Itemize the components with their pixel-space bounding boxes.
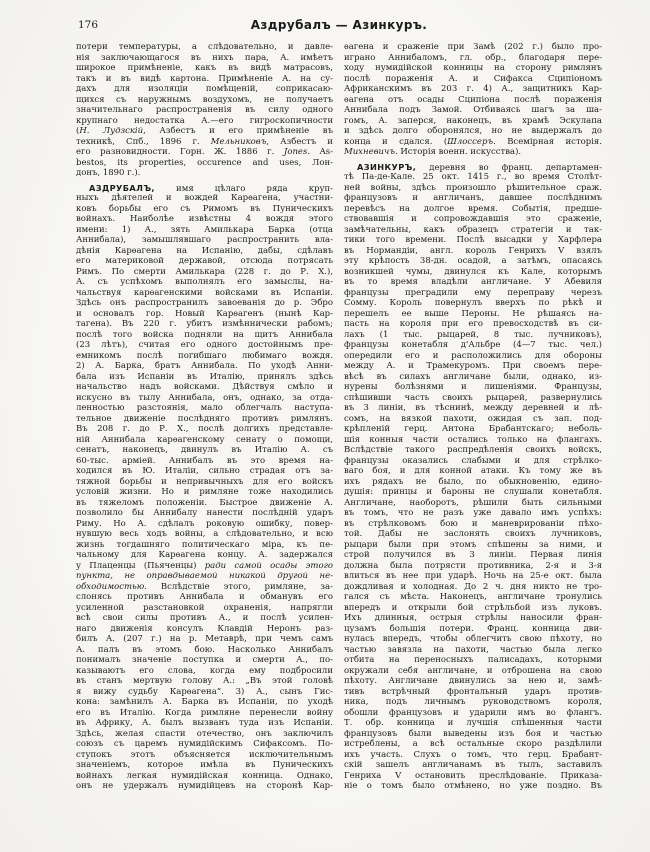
- text-line: Сомму. Король повернулъ вверхъ по рѣкѣ и: [344, 298, 602, 308]
- running-header: Аздрубалъ — Азинкуръ.: [250, 18, 428, 32]
- text-line: нулась впередъ, чтобы облегчить свою пѣхоту, но: [344, 634, 602, 644]
- text-line: тагена). Въ 220 г. убитъ измѣннически рабомъ;: [76, 319, 333, 329]
- text-line: АЗДРУБАЛЪ, имя цѣлаго ряда круп-: [89, 182, 333, 193]
- text-line: ступокъ этотъ объясняется исключительнымъ: [76, 749, 333, 760]
- text-line: тѣ Па-де-Кале. 25 окт. 1415 г., во время Столѣт-: [344, 172, 602, 182]
- article-paragraph: [344, 162, 602, 792]
- text-line: въ станъ мертвую голову А.: „Въ этой головѣ: [76, 676, 333, 686]
- text-line: пѣхоту. Англичане двинулись за нею и, замѣ-: [344, 676, 602, 686]
- text-line: чальствуя карѳагенскими войсками въ Испаніи.: [76, 287, 333, 298]
- text-line: въ стрѣлковомъ бою и маневрированіи пѣхо-: [344, 518, 602, 529]
- text-line: широкое примѣненіе, какъ въ видѣ матрасовъ,: [76, 63, 333, 73]
- text-line: потери температуры, а слѣдовательно, и давле-: [76, 42, 333, 52]
- text-line: ѳагена отъ осады Сципіона послѣ пораженія: [344, 94, 602, 105]
- text-line: рыцари были при этомъ спѣшены за ними, и: [344, 539, 602, 550]
- text-line: истреблены, а всѣ остальные скоро раздѣлили: [344, 739, 602, 749]
- text-line: отбита на переносныхъ палисадахъ, которыми: [344, 655, 602, 665]
- text-line: bestos, its properties, occurence and uses, Лон-: [76, 157, 333, 168]
- text-line: Въ 208 г. до Р. Х., послѣ долгихъ представле-: [76, 424, 333, 434]
- text-line: ніе о томъ было отмѣнено, но уже поздно. Въ: [344, 781, 602, 791]
- text-line: между А. и Трамекуромъ. При своемъ пере-: [344, 361, 602, 371]
- text-line: возникшей чумы, двинулся къ Кале, которымъ: [344, 266, 602, 277]
- text-line: ковъ борьбы его съ Римомъ въ Пуническихъ: [76, 203, 333, 214]
- text-line: Африканскимъ въ 203 г. 4) А., защитникъ Кар-: [344, 84, 602, 94]
- text-line: тики того времени. Послѣ высадки у Харфлера: [344, 235, 602, 245]
- text-line: французы конетабля д'Альбре (4—7 тыс. чел.): [344, 340, 602, 350]
- text-line: французы преградили ему переправу черезъ: [344, 287, 602, 298]
- text-line: послѣ того войска подняли на щитъ Аннибала: [76, 329, 333, 340]
- text-line: строй получился въ 3 линіи. Первая линія: [344, 550, 602, 560]
- text-line: Аннибала подъ Замой. Отбиваясь шагъ за ша-: [344, 105, 602, 115]
- text-line: французы оказались слабыми и для стрѣлко-: [344, 455, 602, 466]
- text-line: всѣ свои силы противъ А., и послѣ усилен-: [76, 613, 333, 623]
- headword: АЗИНКУРЪ,: [357, 161, 417, 172]
- text-line: лахъ (1 тыс. рыцарей, 8 тыс. лучниковъ),: [344, 329, 602, 340]
- text-line: 2) А. Барка, братъ Аннибала. По уходѣ Анни-: [76, 361, 333, 371]
- text-line: имени: 1) А., зять Амилькара Барка (отца: [76, 224, 333, 235]
- text-line: обошли французовъ и ударили имъ во флангъ.: [344, 707, 602, 718]
- continued-paragraph: [76, 42, 333, 179]
- text-line: шія конныя части остались только на флангахъ.: [344, 434, 602, 445]
- text-line: вѣсѣ въ силахъ англичане были, однако, из-: [344, 371, 602, 382]
- text-line: тивъ встрѣчный фронтальный ударъ против-: [344, 686, 602, 697]
- text-line: дождливая и холодная. До 2 ч. дня никто не тро-: [344, 581, 602, 592]
- italic-reference: Мельниковъ: [210, 136, 267, 147]
- text-line: влиться въ нее при ударѣ. Ночь на 25-е окт. была: [344, 571, 602, 581]
- right-column: [344, 42, 602, 792]
- text-line: ней войны, здѣсь произошло рѣшительное сраж.: [344, 182, 602, 193]
- italic-reference: обходимостью.: [76, 581, 147, 592]
- text-line: Генриха V остановить преслѣдованіе. Приказа-: [344, 770, 602, 781]
- text-line: французовъ были выведены изъ боя и частью: [344, 728, 602, 739]
- text-line: [76, 571, 333, 582]
- text-line: гался съ мѣста. Наконецъ, англичане тронулись: [344, 592, 602, 602]
- text-line: дѣнія Карѳагена на Испанію, дабы, сдѣлавъ: [76, 245, 333, 256]
- text-line: душія: принцы и бароны не слушали конетабля.: [344, 487, 602, 497]
- text-line: ходу нумидійской конницы на сторону римлянъ: [344, 63, 602, 73]
- text-line: Аннибала), замышлявшаго распространить вла-: [76, 235, 333, 245]
- text-line: казываютъ его слова, когда ему подбросили: [76, 665, 333, 676]
- text-line: крупнаго недостатка А.—его гигроскопичности: [76, 115, 333, 126]
- text-line: ваго боя, и для конной атаки. Къ тому же въ: [344, 466, 602, 476]
- text-line: гомъ, А. заперся, наконецъ, въ храмѣ Эскулапа: [344, 115, 602, 126]
- text-line: въ 3 линіи, въ тѣснинѣ, между деревней и лѣ-: [344, 403, 602, 413]
- text-line: перешелъ ее выше Пероны. Не рѣшаясь на-: [344, 308, 602, 319]
- text-line: цузамъ большія потери. Франц. конница дви-: [344, 623, 602, 634]
- text-line: искусно въ тылу Аннибала, онъ, однако, за отда-: [76, 392, 333, 403]
- text-line: въ Нормандіи, англ. король Генрихъ V взялъ: [344, 245, 602, 256]
- text-line: слонясь противъ Аннибала и обманувъ его: [76, 592, 333, 602]
- text-line: войнахъ. Наиболѣе извѣстны 4 вождя этого: [76, 214, 333, 224]
- italic-reference: Н. Лудзскій: [79, 126, 144, 136]
- text-line: нія заключающагося въ нихъ пара, А. имѣетъ: [76, 52, 333, 63]
- text-line: тельное движеніе послѣдняго противъ римлянъ.: [76, 413, 333, 424]
- text-line: наго движенія консулъ Клавдій Неронъ раз-: [76, 623, 333, 634]
- text-line: такъ и въ видѣ картона. Примѣненіе А. на су-: [76, 73, 333, 84]
- columns: [76, 42, 603, 792]
- page-number: 176: [78, 19, 99, 31]
- text-line: позволило бы Аннибалу нанести послѣдній ударъ: [76, 508, 333, 518]
- text-line: сомъ, на вязкой пахоти, ожидая съ зап. под-: [344, 413, 602, 424]
- text-line: перевѣсъ на долгое время. Событія, предше-: [344, 203, 602, 214]
- text-line: спѣшивши часть своихъ рыцарей, развернулись: [344, 392, 602, 403]
- text-line: Вслѣдствіе такого распредѣленія своихъ войскъ,: [344, 445, 602, 455]
- continued-paragraph: [344, 42, 602, 158]
- article-paragraph: [76, 183, 333, 792]
- text-line: АЗИНКУРЪ, деревня во франц. департамен-: [357, 161, 602, 172]
- text-line: обходимостью. Вслѣдствіе этого, римляне, за-: [76, 581, 333, 592]
- text-line: Англичане, наоборотъ, рѣшили быть сильными: [344, 497, 602, 508]
- left-column: [76, 42, 333, 792]
- italic-reference: ради самой осады этого: [204, 560, 333, 571]
- text-line: союзъ съ царемъ нумидійскимъ Сифаксомъ. По-: [76, 739, 333, 749]
- text-line: въ томъ, что не разъ уже давало имъ успѣхъ:: [344, 508, 602, 518]
- text-line: понималъ значеніе поступка и смерти А., по-: [76, 655, 333, 665]
- text-line: ствовавшія и сопровождавшія это сраженіе,: [344, 214, 602, 224]
- text-line: усиленной разстановкой охраненія, напрягли: [76, 602, 333, 613]
- text-line: крѣпленій герц. Антона Брабантскаго; неболь-: [344, 424, 602, 434]
- text-line: частью завязла на пахоти, частью была легко: [344, 644, 602, 655]
- text-line: его въ Италію. Когда римляне перенесли войну: [76, 707, 333, 718]
- text-line: пасть на короля при его превосходствѣ въ си-: [344, 319, 602, 329]
- text-line: ленностью разстоянія, мало облегчалъ наступа-: [76, 403, 333, 413]
- text-line: Ихъ длинныя, острыя стрѣлы наносили фран-: [344, 613, 602, 623]
- text-line: конца и сдался. (Шлоссеръ. Всемірная исторія.: [344, 136, 602, 147]
- text-line: его разновидности. Горн. Ж. 1886 г. Jones. As-: [76, 147, 333, 157]
- italic-reference: Jones: [283, 147, 308, 157]
- text-line: я вижу судьбу Карѳагена“. 3) А., сынъ Гис-: [76, 686, 333, 697]
- text-line: опередили его и расположились для обороны: [344, 350, 602, 361]
- text-line: и здѣсь долго оборонялся, но не выдержалъ до: [344, 126, 602, 136]
- text-line: тяжной борьбы и непривычныхъ для его войскъ: [76, 476, 333, 487]
- text-line: Риму. Но А. сдѣлалъ роковую ошибку, повер-: [76, 518, 333, 529]
- text-line: его материковой державой, отсюда потрясать: [76, 256, 333, 266]
- text-line: значительнаго распространенія въ силу одного: [76, 105, 333, 115]
- text-line: ныхъ дѣятелей и вождей Карѳагена, участни-: [76, 193, 333, 203]
- text-line: скій зашелъ англичанамъ въ тылъ, заставилъ: [344, 760, 602, 770]
- text-line: ника, подъ личнымъ руководствомъ короля,: [344, 697, 602, 707]
- text-line: Здѣсь онъ распространилъ завоеванія до р. Эбро: [76, 298, 333, 308]
- text-line: окружали себя англичане, и отброшена на свою: [344, 665, 602, 676]
- text-line: А. съ успѣхомъ выполнялъ его замыслы, на-: [76, 277, 333, 287]
- text-line: щихся съ наружнымъ воздухомъ, не получаетъ: [76, 94, 333, 105]
- text-line: въ Африку, А. былъ вызванъ туда изъ Испаніи.: [76, 718, 333, 728]
- text-line: ихъ рядахъ не было, по обыкновенію, едино-: [344, 476, 602, 487]
- text-line: въ тяжеломъ положеніи. Быстрое движеніе А.: [76, 497, 333, 508]
- text-line: Здѣсь, желая спасти отечество, онъ заключилъ: [76, 728, 333, 739]
- text-line: нурены болѣзнями и лишеніями. Французы,: [344, 382, 602, 392]
- text-line: войнахъ легкая нумидійская конница. Однако,: [76, 770, 333, 781]
- text-line: онъ не удержалъ нумидійцевъ на сторонѣ Кар-: [76, 781, 333, 791]
- italic-reference: Михневичъ: [344, 147, 395, 157]
- text-line: Т. обр. конница и лучшія спѣшенныя части: [344, 718, 602, 728]
- text-line: Римъ. По смерти Амилькара (228 г. до Р. Х.),: [76, 266, 333, 277]
- text-line: у Плаценцы (Пьяченцы) ради самой осады этого: [76, 560, 333, 571]
- text-line: донъ, 1890 г.).: [76, 168, 141, 178]
- text-line: 60-тыс. арміей. Аннибалъ въ это время на-: [76, 455, 333, 466]
- text-line: ѳагена и сраженіе при Замѣ (202 г.) было про-: [344, 42, 602, 52]
- text-line: чальному для Карѳагена концу. А. задержался: [76, 550, 333, 560]
- text-line: нувшую весь ходъ войны, а слѣдовательно, и всю: [76, 529, 333, 539]
- text-line: французовъ и англичанъ, давшее послѣднимъ: [344, 193, 602, 203]
- italic-reference: Шлоссеръ: [447, 136, 494, 147]
- text-line: впередъ и открыли бой стрѣльбой изъ луковъ.: [344, 602, 602, 613]
- text-line: дахъ для изоляціи помѣщеній, соприкасаю-: [76, 84, 333, 94]
- text-line: въ то время владѣли англичане. У Абевиля: [344, 277, 602, 287]
- text-line: техникѣ, Спб., 1896 г. Мельниковъ, Азбестъ и: [76, 136, 333, 147]
- italic-reference: пункта, не оправдываемой никакой другой не-: [76, 571, 333, 581]
- text-line: послѣ пораженія А. и Сифакса Сципіономъ: [344, 73, 602, 84]
- text-line: и основалъ гор. Новый Карѳагенъ (нынѣ Кар-: [76, 308, 333, 319]
- text-line: кона: замѣнилъ А. Барка въ Испаніи, по уходѣ: [76, 697, 333, 707]
- text-line: (Н. Лудзскій, Азбестъ и его примѣненіе въ: [76, 126, 333, 136]
- text-line: начальство надъ войсками. Дѣйствуя смѣло и: [76, 382, 333, 392]
- text-line: емникомъ послѣ погибшаго любимаго вождя.: [76, 350, 333, 361]
- text-line: значеніемъ, которое имѣла въ Пуническихъ: [76, 760, 333, 770]
- text-line: А. палъ въ этомъ бою. Насколько Аннибалъ: [76, 644, 333, 655]
- text-line: играно Аннибаломъ, гл. обр., благодаря пере-: [344, 52, 602, 63]
- text-line: Михневичъ. Исторія военн. искусства).: [344, 147, 522, 157]
- text-line: эту крѣпость 38-дн. осадой, а затѣмъ, опасаясь: [344, 256, 602, 266]
- text-line: жизнь тогдашняго политическаго міра, къ пе-: [76, 539, 333, 550]
- headword: АЗДРУБАЛЪ,: [89, 182, 155, 193]
- text-line: ній Аннибала карѳагенскому сенату о помощи,: [76, 434, 333, 445]
- text-line: условій жизни. Но и римляне тоже находились: [76, 487, 333, 497]
- text-line: замѣчательны, какъ образецъ стратегіи и так-: [344, 224, 602, 235]
- text-line: бала изъ Испаніи въ Италію, принялъ здѣсь: [76, 371, 333, 382]
- text-line: билъ А. (207 г.) на р. Метаврѣ, при чемъ самъ: [76, 634, 333, 644]
- text-line: (23 лѣтъ), считая его одного достойнымъ пре-: [76, 340, 333, 350]
- text-line: ихъ участь. Слухъ о томъ, что герц. Брабант-: [344, 749, 602, 760]
- text-line: той. Дабы не заслонять своихъ лучниковъ,: [344, 529, 602, 539]
- text-line: должна была потрясти противника, 2-я и 3-я: [344, 560, 602, 571]
- text-line: сенатъ, наконецъ, двинулъ въ Италію А. съ: [76, 445, 333, 455]
- text-line: ходился въ Ю. Италіи, сильно страдая отъ за-: [76, 466, 333, 476]
